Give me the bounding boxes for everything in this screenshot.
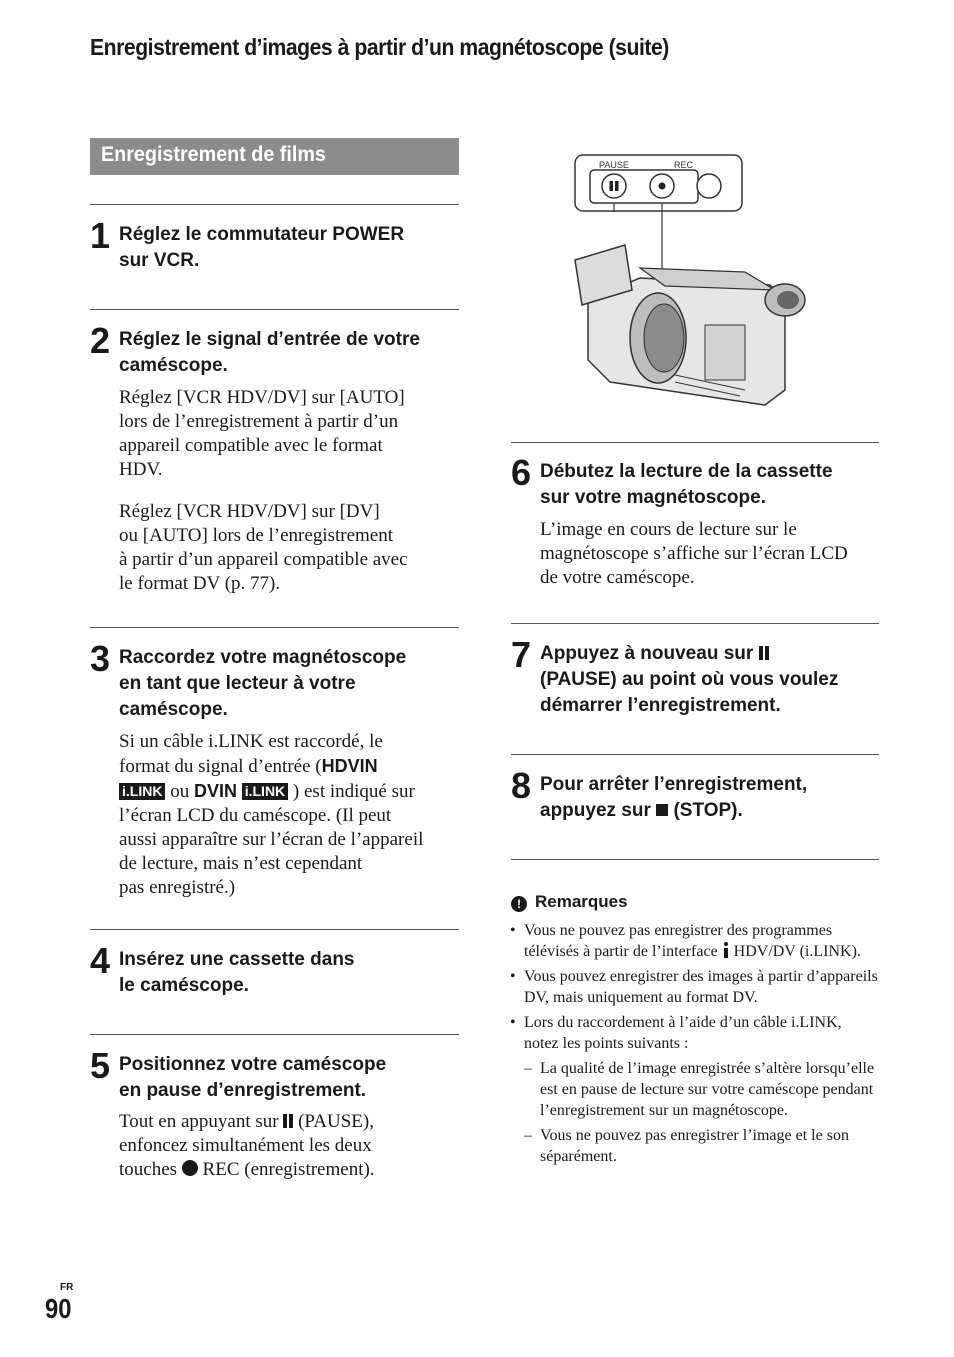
divider [511, 754, 879, 755]
step-title: Positionnez votre caméscope en pause d’enregistrement. [119, 1054, 387, 1101]
ilink-interface-icon [722, 942, 730, 958]
camcorder-illustration [570, 150, 820, 415]
pause-button-icon [602, 174, 626, 198]
step-title: Débutez la lecture de la cassette sur votre magnétoscope. [540, 461, 833, 508]
sub-list-item: – Vous ne pouvez pas enregistrer l’image et le son séparément. [524, 1125, 880, 1167]
step-title: Réglez le commutateur POWER sur VCR. [119, 224, 405, 271]
step-number: 4 [90, 940, 111, 981]
dv-in-icon: DVIN [193, 781, 237, 801]
language-code: FR [60, 1282, 74, 1293]
pause-label: PAUSE [599, 160, 629, 170]
sub-list [524, 1058, 880, 1167]
step-number: 8 [511, 765, 532, 806]
step-body: Réglez [VCR HDV/DV] sur [DV] ou [AUTO] lors de l’enregistrement à partir d’un appareil compatible avec le format DV (p. 77). [119, 501, 408, 594]
step-body: Si un câble i.LINK est raccordé, le format du signal d’entrée (HDVIN i.LINK ou DVIN i.LINK ) est indiqué sur l’écran LCD du caméscope. (Il peut aussi apparaître sur l’écran de l’appareil de lecture, mais n’est cependant pas enregistré.) [119, 731, 424, 898]
divider [511, 442, 879, 443]
step-number: 1 [90, 215, 111, 256]
divider [90, 929, 459, 930]
rec-label: REC [674, 160, 694, 170]
divider [90, 309, 459, 310]
step-number: 5 [90, 1045, 111, 1086]
list-item: • Vous ne pouvez pas enregistrer des programmes télévisés à partir de l’interface HDV/DV (i.LINK). [510, 920, 880, 962]
divider [90, 204, 459, 205]
list-item: • Lors du raccordement à l’aide d’un câble i.LINK, notez les points suivants : – La qualité de l’image enregistrée s’altère lorsqu’elle est en pause de lecture sur votre caméscope pendant l’enregistrement sur un magnétoscope. – Vous ne pouvez pas enregistrer l’image et le son séparément. [510, 1012, 880, 1167]
notes-icon: ! [511, 896, 527, 912]
step-number: 7 [511, 634, 532, 675]
rec-icon [182, 1160, 198, 1176]
divider [90, 627, 459, 628]
step-body: L’image en cours de lecture sur le magnétoscope s’affiche sur l’écran LCD de votre caméscope. [540, 519, 848, 588]
step-body: Réglez [VCR HDV/DV] sur [AUTO] lors de l’enregistrement à partir d’un appareil compatible avec le format HDV. [119, 387, 405, 480]
stop-icon [656, 804, 668, 816]
step-title: Insérez une cassette dans le caméscope. [119, 949, 355, 996]
step-number: 3 [90, 638, 111, 679]
step-title: Pour arrêter l’enregistrement, appuyez sur (STOP). [540, 774, 808, 821]
step-number: 6 [511, 452, 532, 493]
pause-icon [283, 1114, 293, 1128]
hdv-in-icon: HDVIN [321, 756, 378, 776]
page-header: Enregistrement d’images à partir d’un magnétoscope (suite) [90, 34, 669, 60]
page-number: 90 [45, 1293, 72, 1324]
step-title: Raccordez votre magnétoscope en tant que lecteur à votre caméscope. [119, 647, 407, 720]
ilink-icon: i.LINK [242, 783, 288, 800]
notes-heading: ! Remarques [511, 892, 628, 912]
pause-icon [759, 646, 769, 660]
divider [90, 1034, 459, 1035]
notes-list [510, 920, 880, 1171]
step-body: Tout en appuyant sur (PAUSE), enfoncez simultanément les deux touches REC (enregistrement). [119, 1111, 375, 1180]
list-item: • Vous pouvez enregistrer des images à partir d’appareils DV, mais uniquement au format DV. [510, 966, 880, 1008]
step-title: Réglez le signal d’entrée de votre caméscope. [119, 329, 420, 376]
section-title: Enregistrement de films [90, 138, 459, 175]
divider [511, 859, 879, 860]
ilink-icon: i.LINK [119, 783, 165, 800]
step-title: Appuyez à nouveau sur (PAUSE) au point où vous voulez démarrer l’enregistrement. [540, 643, 839, 716]
step-number: 2 [90, 320, 111, 361]
sub-list-item: – La qualité de l’image enregistrée s’altère lorsqu’elle est en pause de lecture sur votre caméscope pendant l’enregistrement sur un magnétoscope. [524, 1058, 880, 1121]
divider [511, 623, 879, 624]
